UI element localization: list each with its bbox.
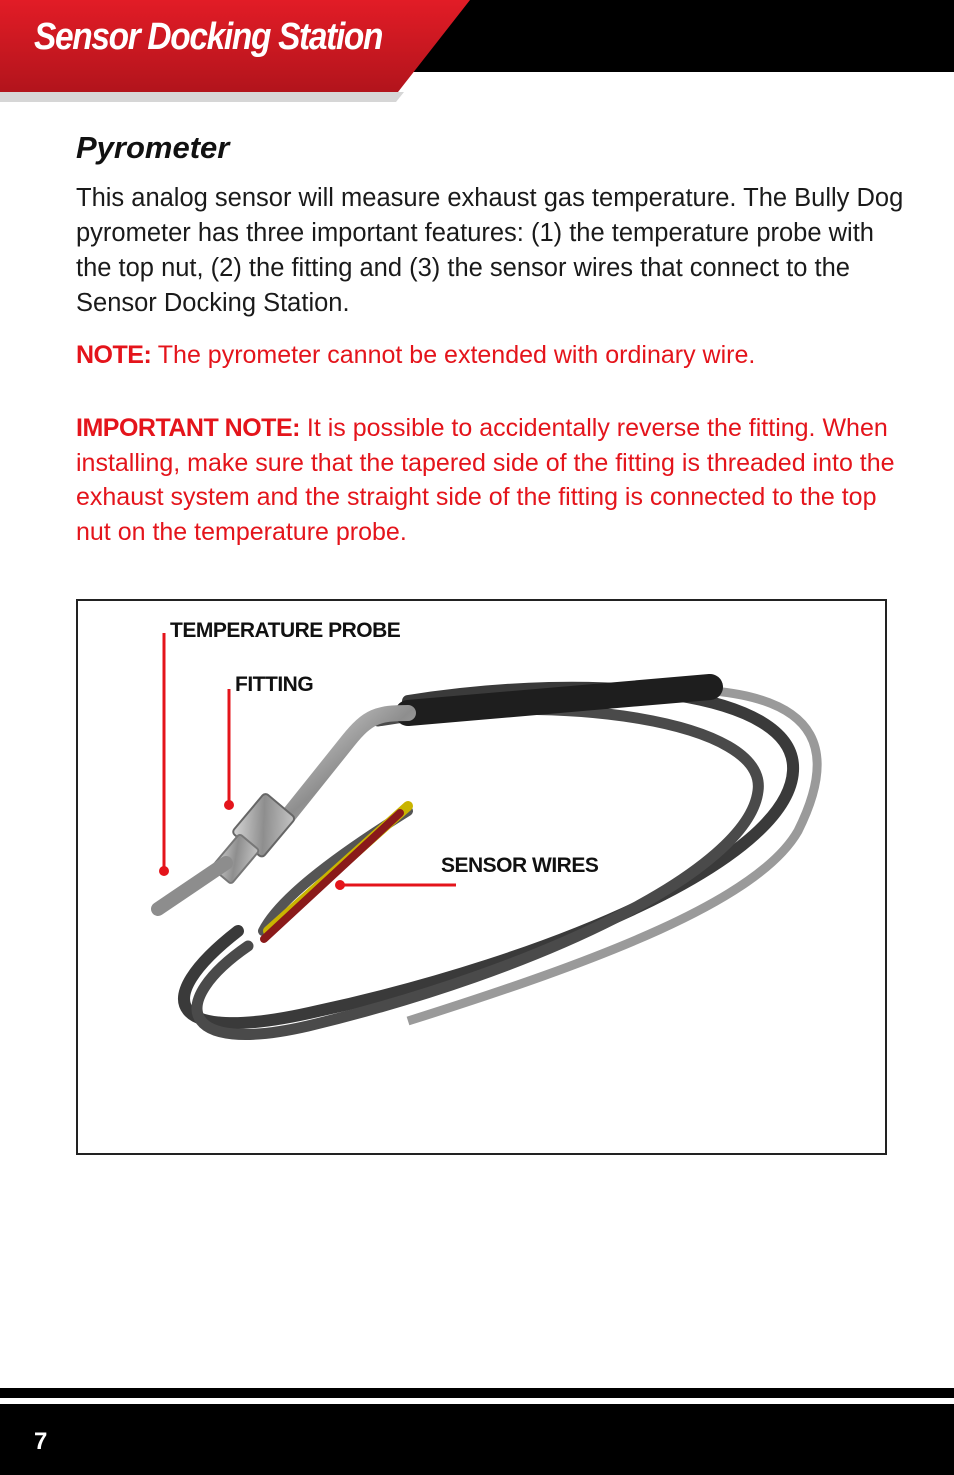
footer-rule <box>0 1388 954 1398</box>
note-label: NOTE: <box>76 341 152 369</box>
note <box>76 338 906 373</box>
probe-tube <box>288 713 408 816</box>
note-text: The pyrometer cannot be extended with ordinary wire. <box>151 341 756 369</box>
footer-bar <box>0 1404 954 1475</box>
callout-fitting: FITTING <box>235 673 314 696</box>
callout-temperature-probe: TEMPERATURE PROBE <box>170 619 401 642</box>
important-note-label: IMPORTANT NOTE: <box>76 414 300 442</box>
sensor-wires-dot <box>335 880 345 890</box>
important-note <box>76 411 906 549</box>
header-tab-shadow <box>0 92 420 102</box>
temperature-probe-dot <box>159 866 169 876</box>
section-body: This analog sensor will measure exhaust gas temperature. The Bully Dog pyrometer has three important features: (1) the temperature probe with the top nut, (2) the fitting and (3) the sensor wires that connect to the Sensor Docking Station. <box>76 184 904 317</box>
callout-sensor-wires: SENSOR WIRES <box>441 854 599 877</box>
fitting-dot <box>224 800 234 810</box>
section-title: Pyrometer <box>76 130 230 165</box>
pyrometer-figure <box>76 599 887 1155</box>
important-note-text: It is possible to accidentally reverse the fitting. When installing, make sure that the tapered side of the fitting is threaded into the exhaust system and the straight side of the fitting is connected to the top nut on the temperature probe. <box>76 414 895 546</box>
page-header-title: Sensor Docking Station <box>34 16 383 58</box>
page-number: 7 <box>34 1428 48 1455</box>
pyrometer-illustration <box>78 601 889 1157</box>
